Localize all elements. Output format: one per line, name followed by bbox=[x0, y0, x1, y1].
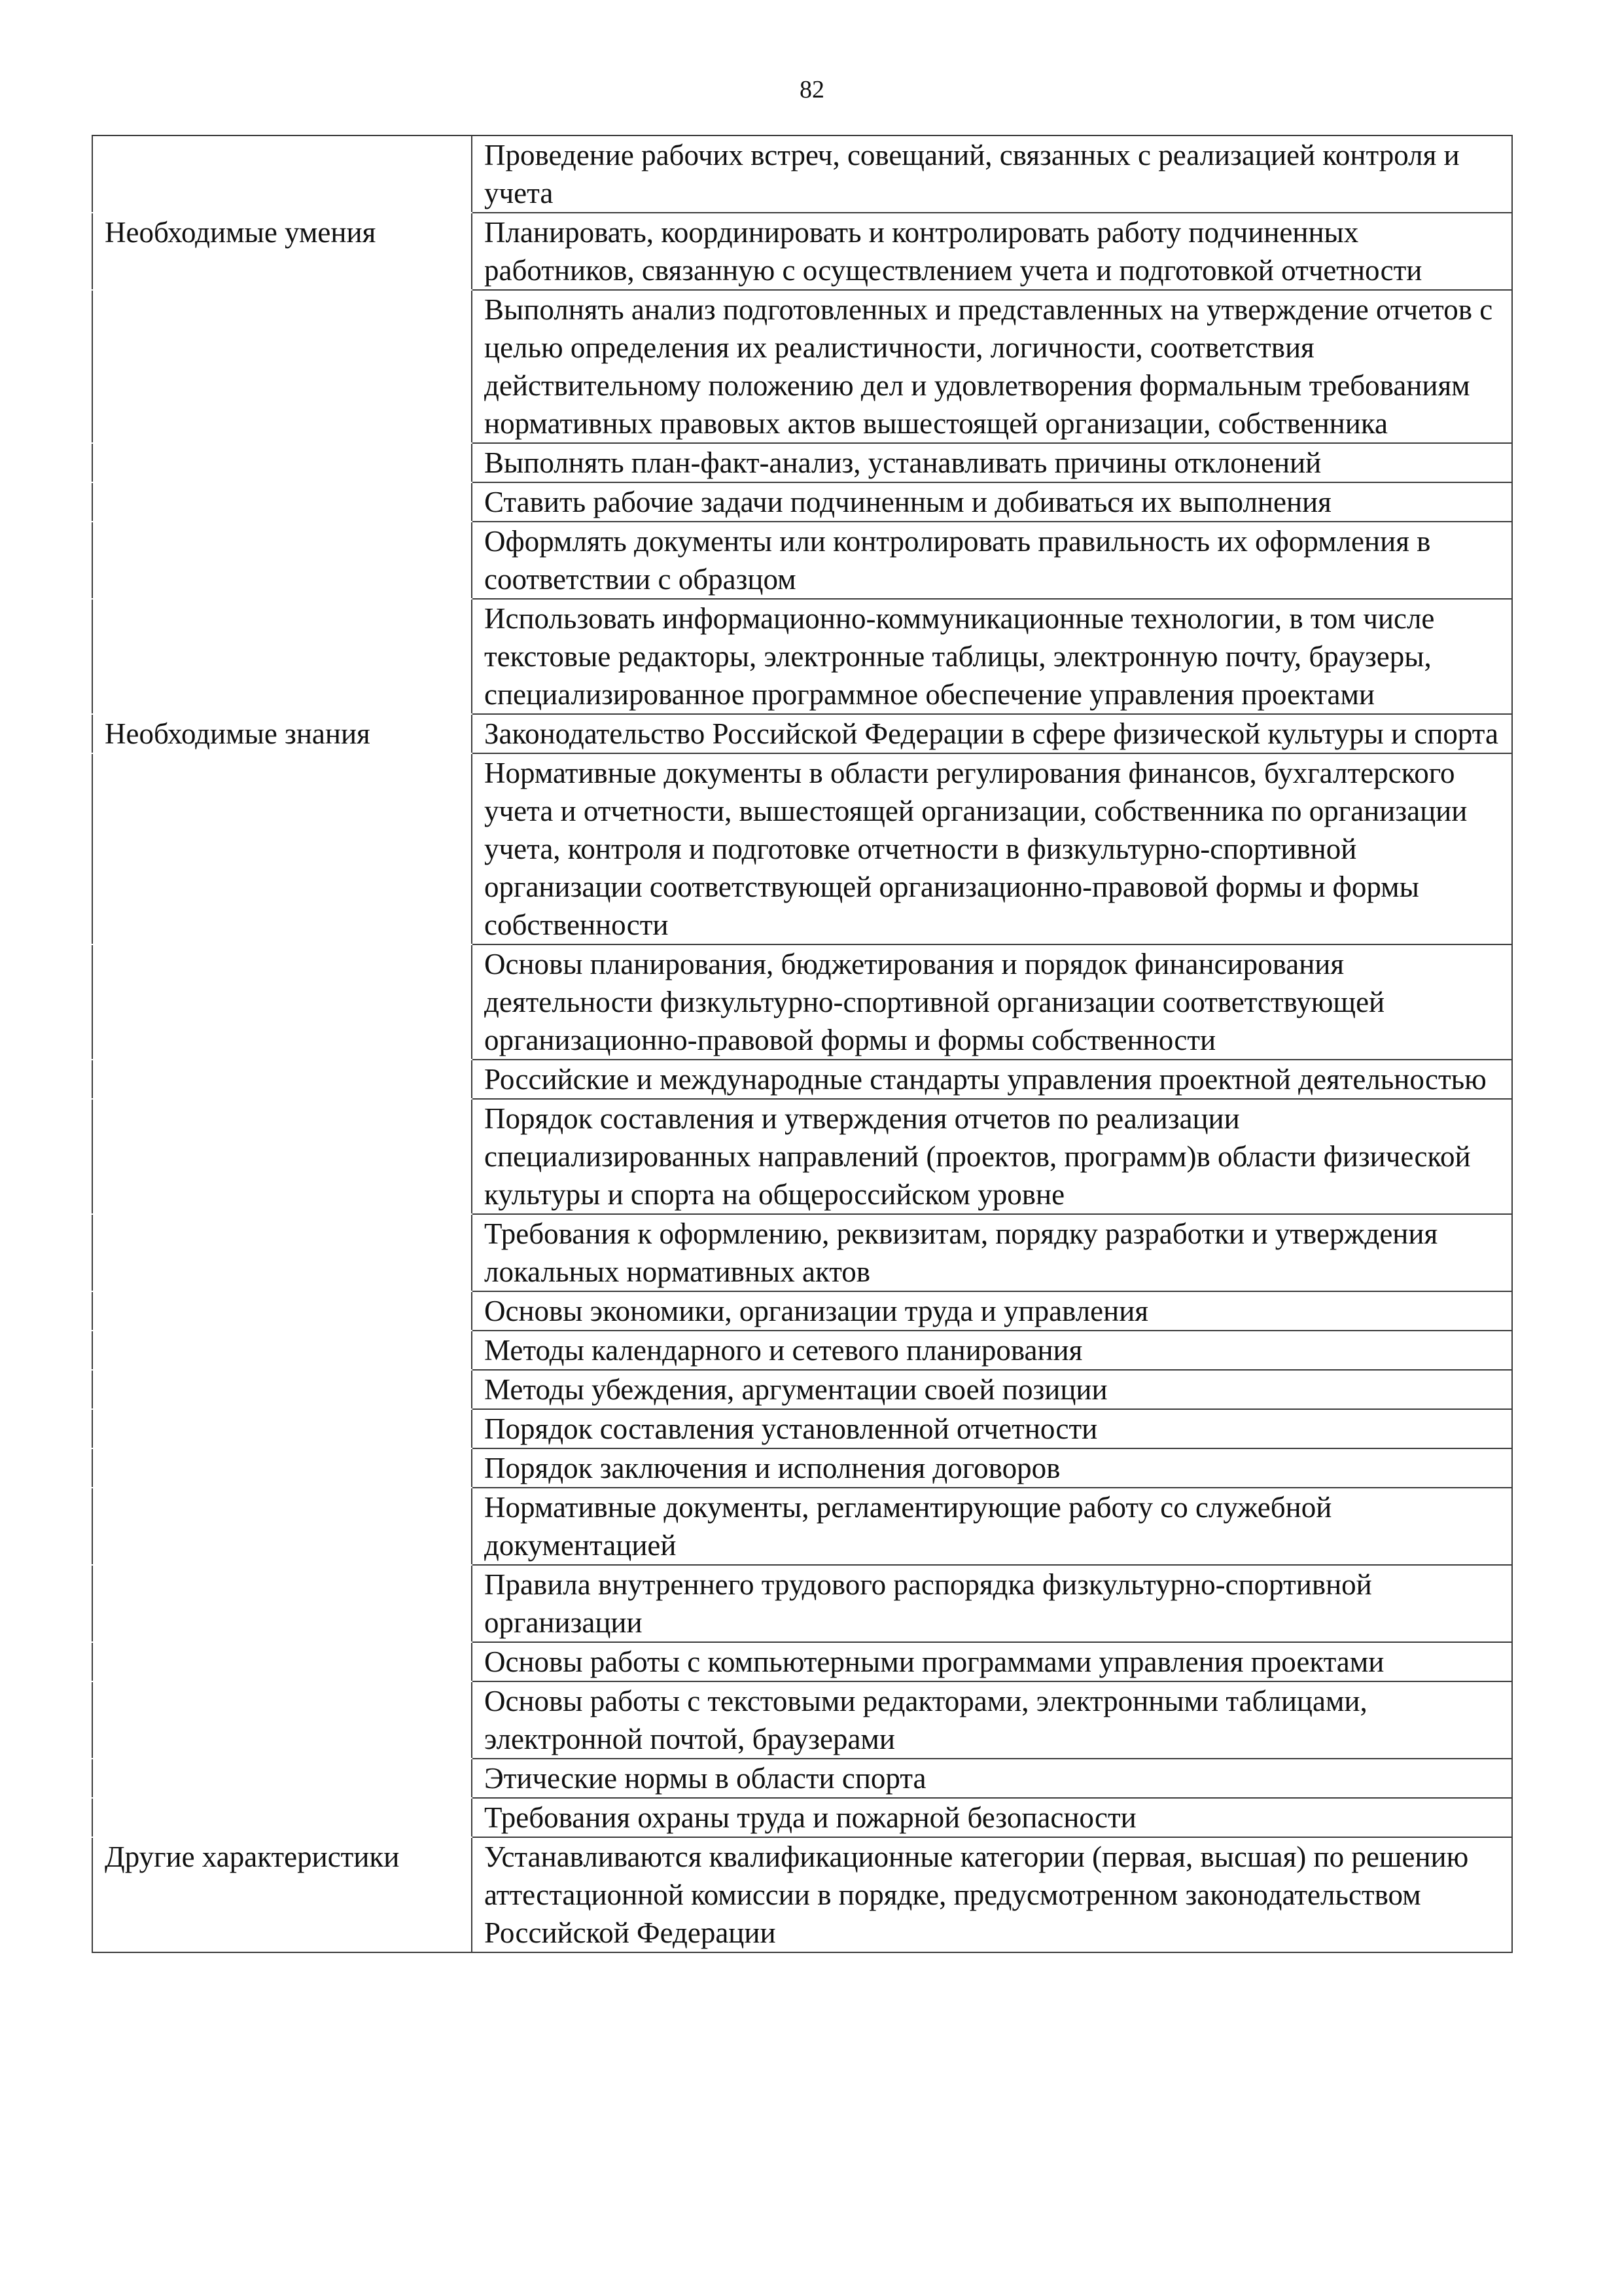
row-text: Устанавливаются квалификационные категории (первая, высшая) по решению аттестационной комиссии в порядке, предусмотренном законодательством Российской Федерации bbox=[472, 1837, 1512, 1952]
table-row bbox=[92, 1565, 1512, 1642]
row-text: Выполнять анализ подготовленных и представленных на утверждение отчетов с целью определения их реалистичности, логичности, соответствия действительному положению дел и удовлетворения формальным требованиям нормативных правовых актов вышестоящей организации, собственника bbox=[472, 290, 1512, 443]
row-label bbox=[92, 1642, 472, 1681]
row-label bbox=[92, 1291, 472, 1331]
table-row bbox=[92, 290, 1512, 443]
row-text: Проведение рабочих встреч, совещаний, связанных с реализацией контроля и учета bbox=[472, 135, 1512, 213]
row-label bbox=[92, 482, 472, 522]
table-row bbox=[92, 1837, 1512, 1952]
row-label bbox=[92, 1099, 472, 1214]
row-label bbox=[92, 290, 472, 443]
table-row bbox=[92, 522, 1512, 599]
row-label: Необходимые умения bbox=[92, 213, 472, 290]
row-label bbox=[92, 599, 472, 714]
row-label bbox=[92, 753, 472, 944]
row-text: Порядок заключения и исполнения договоров bbox=[472, 1448, 1512, 1488]
row-text: Этические нормы в области спорта bbox=[472, 1759, 1512, 1798]
table-row bbox=[92, 1409, 1512, 1448]
row-label bbox=[92, 1448, 472, 1488]
table-row bbox=[92, 443, 1512, 482]
row-label bbox=[92, 944, 472, 1060]
table-row bbox=[92, 1060, 1512, 1099]
row-text: Методы календарного и сетевого планирования bbox=[472, 1331, 1512, 1370]
row-text: Выполнять план-факт-анализ, устанавливать причины отклонений bbox=[472, 443, 1512, 482]
table-row bbox=[92, 1759, 1512, 1798]
row-label bbox=[92, 1565, 472, 1642]
table-row bbox=[92, 482, 1512, 522]
row-text: Требования к оформлению, реквизитам, порядку разработки и утверждения локальных нормативных актов bbox=[472, 1214, 1512, 1291]
table-row bbox=[92, 1448, 1512, 1488]
row-text: Порядок составления установленной отчетности bbox=[472, 1409, 1512, 1448]
row-text: Планировать, координировать и контролировать работу подчиненных работников, связанную с осуществлением учета и подготовкой отчетности bbox=[472, 213, 1512, 290]
row-text: Требования охраны труда и пожарной безопасности bbox=[472, 1798, 1512, 1837]
row-label bbox=[92, 1214, 472, 1291]
row-label bbox=[92, 1798, 472, 1837]
row-text: Нормативные документы в области регулирования финансов, бухгалтерского учета и отчетности, вышестоящей организации, собственника по организации учета, контроля и подготовке отчетности в физкультурно-спортивной организации соответствующей организационно-правовой формы и формы собственности bbox=[472, 753, 1512, 944]
row-text: Основы планирования, бюджетирования и порядок финансирования деятельности физкультурно-спортивной организации соответствующей организационно-правовой формы и формы собственности bbox=[472, 944, 1512, 1060]
row-label bbox=[92, 443, 472, 482]
table-row bbox=[92, 1681, 1512, 1759]
row-label bbox=[92, 1681, 472, 1759]
table-row bbox=[92, 1642, 1512, 1681]
row-label bbox=[92, 1759, 472, 1798]
table-row bbox=[92, 599, 1512, 714]
row-text: Ставить рабочие задачи подчиненным и добиваться их выполнения bbox=[472, 482, 1512, 522]
table-row bbox=[92, 1099, 1512, 1214]
row-label bbox=[92, 1370, 472, 1409]
row-label: Другие характеристики bbox=[92, 1837, 472, 1952]
row-text: Российские и международные стандарты управления проектной деятельностью bbox=[472, 1060, 1512, 1099]
row-text: Порядок составления и утверждения отчетов по реализации специализированных направлений (проектов, программ)в области физической культуры и спорта на общероссийском уровне bbox=[472, 1099, 1512, 1214]
row-text: Законодательство Российской Федерации в сфере физической культуры и спорта bbox=[472, 714, 1512, 753]
table-row bbox=[92, 135, 1512, 213]
table-row bbox=[92, 714, 1512, 753]
table-row bbox=[92, 944, 1512, 1060]
row-label bbox=[92, 1331, 472, 1370]
table-row bbox=[92, 1291, 1512, 1331]
table-row bbox=[92, 1214, 1512, 1291]
row-text: Оформлять документы или контролировать правильность их оформления в соответствии с образцом bbox=[472, 522, 1512, 599]
row-text: Основы работы с компьютерными программами управления проектами bbox=[472, 1642, 1512, 1681]
row-text: Основы работы с текстовыми редакторами, электронными таблицами, электронной почтой, браузерами bbox=[472, 1681, 1512, 1759]
row-label: Необходимые знания bbox=[92, 714, 472, 753]
table-row bbox=[92, 1488, 1512, 1565]
row-text: Нормативные документы, регламентирующие работу со служебной документацией bbox=[472, 1488, 1512, 1565]
page-number: 82 bbox=[800, 76, 824, 103]
row-text: Методы убеждения, аргументации своей позиции bbox=[472, 1370, 1512, 1409]
table-row bbox=[92, 753, 1512, 944]
row-label bbox=[92, 135, 472, 213]
requirements-table bbox=[92, 135, 1513, 1953]
row-label bbox=[92, 1409, 472, 1448]
table-row bbox=[92, 1331, 1512, 1370]
row-text: Использовать информационно-коммуникационные технологии, в том числе текстовые редакторы, электронные таблицы, электронную почту, браузеры, специализированное программное обеспечение управления проектами bbox=[472, 599, 1512, 714]
row-label bbox=[92, 1060, 472, 1099]
table-row bbox=[92, 213, 1512, 290]
row-text: Основы экономики, организации труда и управления bbox=[472, 1291, 1512, 1331]
row-text: Правила внутреннего трудового распорядка физкультурно-спортивной организации bbox=[472, 1565, 1512, 1642]
table-row bbox=[92, 1370, 1512, 1409]
row-label bbox=[92, 1488, 472, 1565]
row-label bbox=[92, 522, 472, 599]
table-row bbox=[92, 1798, 1512, 1837]
